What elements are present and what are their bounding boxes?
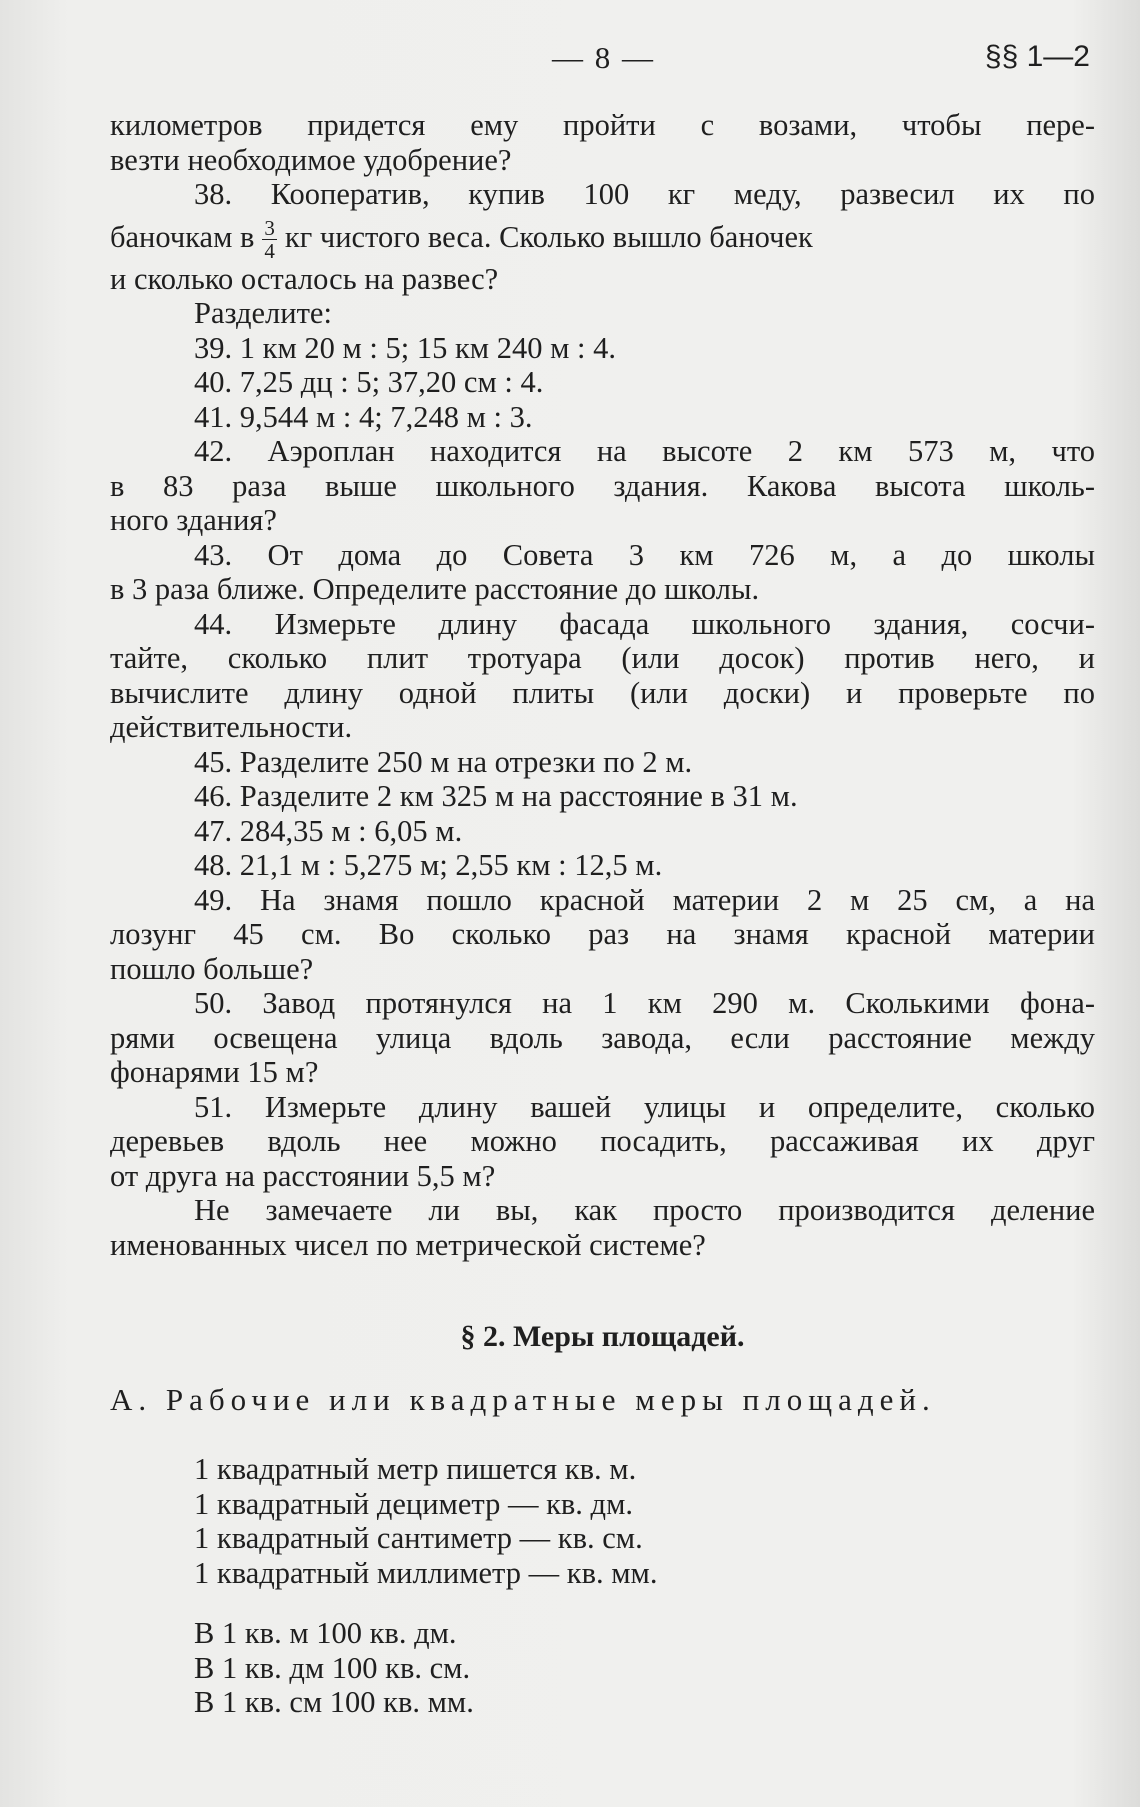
text-line: везти необходимое удобрение?	[110, 142, 512, 177]
unit-definition: 1 квадратный дециметр — кв. дм.	[194, 1486, 633, 1521]
unit-definition: 1 квадратный сантиметр — кв. см.	[194, 1521, 643, 1555]
section-heading: § 2. Меры площадей.	[460, 1320, 745, 1353]
problem-46: 46. Разделите 2 км 325 м на расстояние в 31 м.	[194, 779, 798, 813]
instruction-divide: Разделите:	[194, 296, 332, 330]
problem-51: 51. Измерьте длину вашей улицы и определите, сколько	[194, 1089, 1095, 1124]
problem-39: 39. 1 км 20 м : 5; 15 км 240 м : 4.	[194, 330, 617, 365]
text-line: именованных чисел по метрической системе?	[110, 1227, 706, 1262]
text-line-with-fraction	[110, 212, 1095, 262]
section-reference: §§ 1—2	[984, 40, 1090, 73]
text-line: от друга на расстоянии 5,5 м?	[110, 1158, 496, 1193]
unit-definition: 1 квадратный метр пишется кв. м.	[194, 1452, 637, 1486]
text-line: ного здания?	[110, 503, 277, 537]
text-line: в 3 раза ближе. Определите расстояние до школы.	[110, 572, 760, 606]
text-line: фонарями 15 м?	[110, 1055, 319, 1089]
problem-49: 49. На знамя пошло красной материи 2 м 25 см, а на	[194, 882, 1095, 917]
unit-conversion: В 1 кв. см 100 кв. мм.	[194, 1685, 474, 1719]
unit-conversion: В 1 кв. дм 100 кв. см.	[194, 1650, 471, 1685]
question-line: Не замечаете ли вы, как просто производится деление	[194, 1193, 1095, 1227]
text-fragment: баночкам в	[110, 219, 255, 254]
page-header	[0, 40, 1140, 80]
problem-44: 44. Измерьте длину фасада школьного здания, сосчи-	[194, 606, 1095, 641]
problem-40: 40. 7,25 дц : 5; 37,20 см : 4.	[194, 365, 544, 399]
page-body	[110, 108, 1095, 1720]
problem-41: 41. 9,544 м : 4; 7,248 м : 3.	[194, 399, 533, 434]
fraction-three-quarters	[262, 217, 277, 262]
problem-42: 42. Аэроплан находится на высоте 2 км 573 м, что	[194, 434, 1095, 468]
text-line: рями освещена улица вдоль завода, если расстояние между	[110, 1020, 1095, 1055]
text-line: лозунг 45 см. Во сколько раз на знамя красной материи	[110, 917, 1095, 951]
problem-47: 47. 284,35 м : 6,05 м.	[194, 813, 463, 848]
fraction-numerator: 3	[264, 216, 275, 240]
text-line: действительности.	[110, 710, 353, 744]
unit-definition: 1 квадратный миллиметр — кв. мм.	[194, 1555, 658, 1590]
unit-conversion: В 1 кв. м 100 кв. дм.	[194, 1616, 457, 1650]
text-line: в 83 раза выше школьного здания. Какова высота школь-	[110, 468, 1095, 503]
problem-38: 38. Кооператив, купив 100 кг меду, развесил их по	[194, 177, 1095, 211]
text-fragment: кг чистого веса. Сколько вышло баночек	[284, 219, 813, 254]
text-line: пошло больше?	[110, 951, 314, 986]
page-number: — 8 —	[552, 40, 655, 75]
text-line: километров придется ему пройти с возами, чтобы пере-	[110, 108, 1095, 142]
fraction-denominator: 4	[264, 239, 275, 263]
text-line: вычислите длину одной плиты (или доски) и проверьте по	[110, 675, 1095, 710]
problem-48: 48. 21,1 м : 5,275 м; 2,55 км : 12,5 м.	[194, 848, 663, 882]
spacer	[110, 1418, 1095, 1452]
subsection-heading: А. Рабочие или квадратные меры площадей.	[110, 1382, 936, 1417]
problem-50: 50. Завод протянулся на 1 км 290 м. Сколькими фона-	[194, 986, 1095, 1020]
text-line: и сколько осталось на развес?	[110, 261, 499, 296]
text-line: деревьев вдоль нее можно посадить, рассаживая их друг	[110, 1124, 1095, 1158]
problem-43: 43. От дома до Совета 3 км 726 м, а до школы	[194, 537, 1095, 572]
text-line: тайте, сколько плит тротуара (или досок) против него, и	[110, 641, 1095, 675]
problem-45: 45. Разделите 250 м на отрезки по 2 м.	[194, 744, 693, 779]
spacer	[110, 1590, 1095, 1616]
